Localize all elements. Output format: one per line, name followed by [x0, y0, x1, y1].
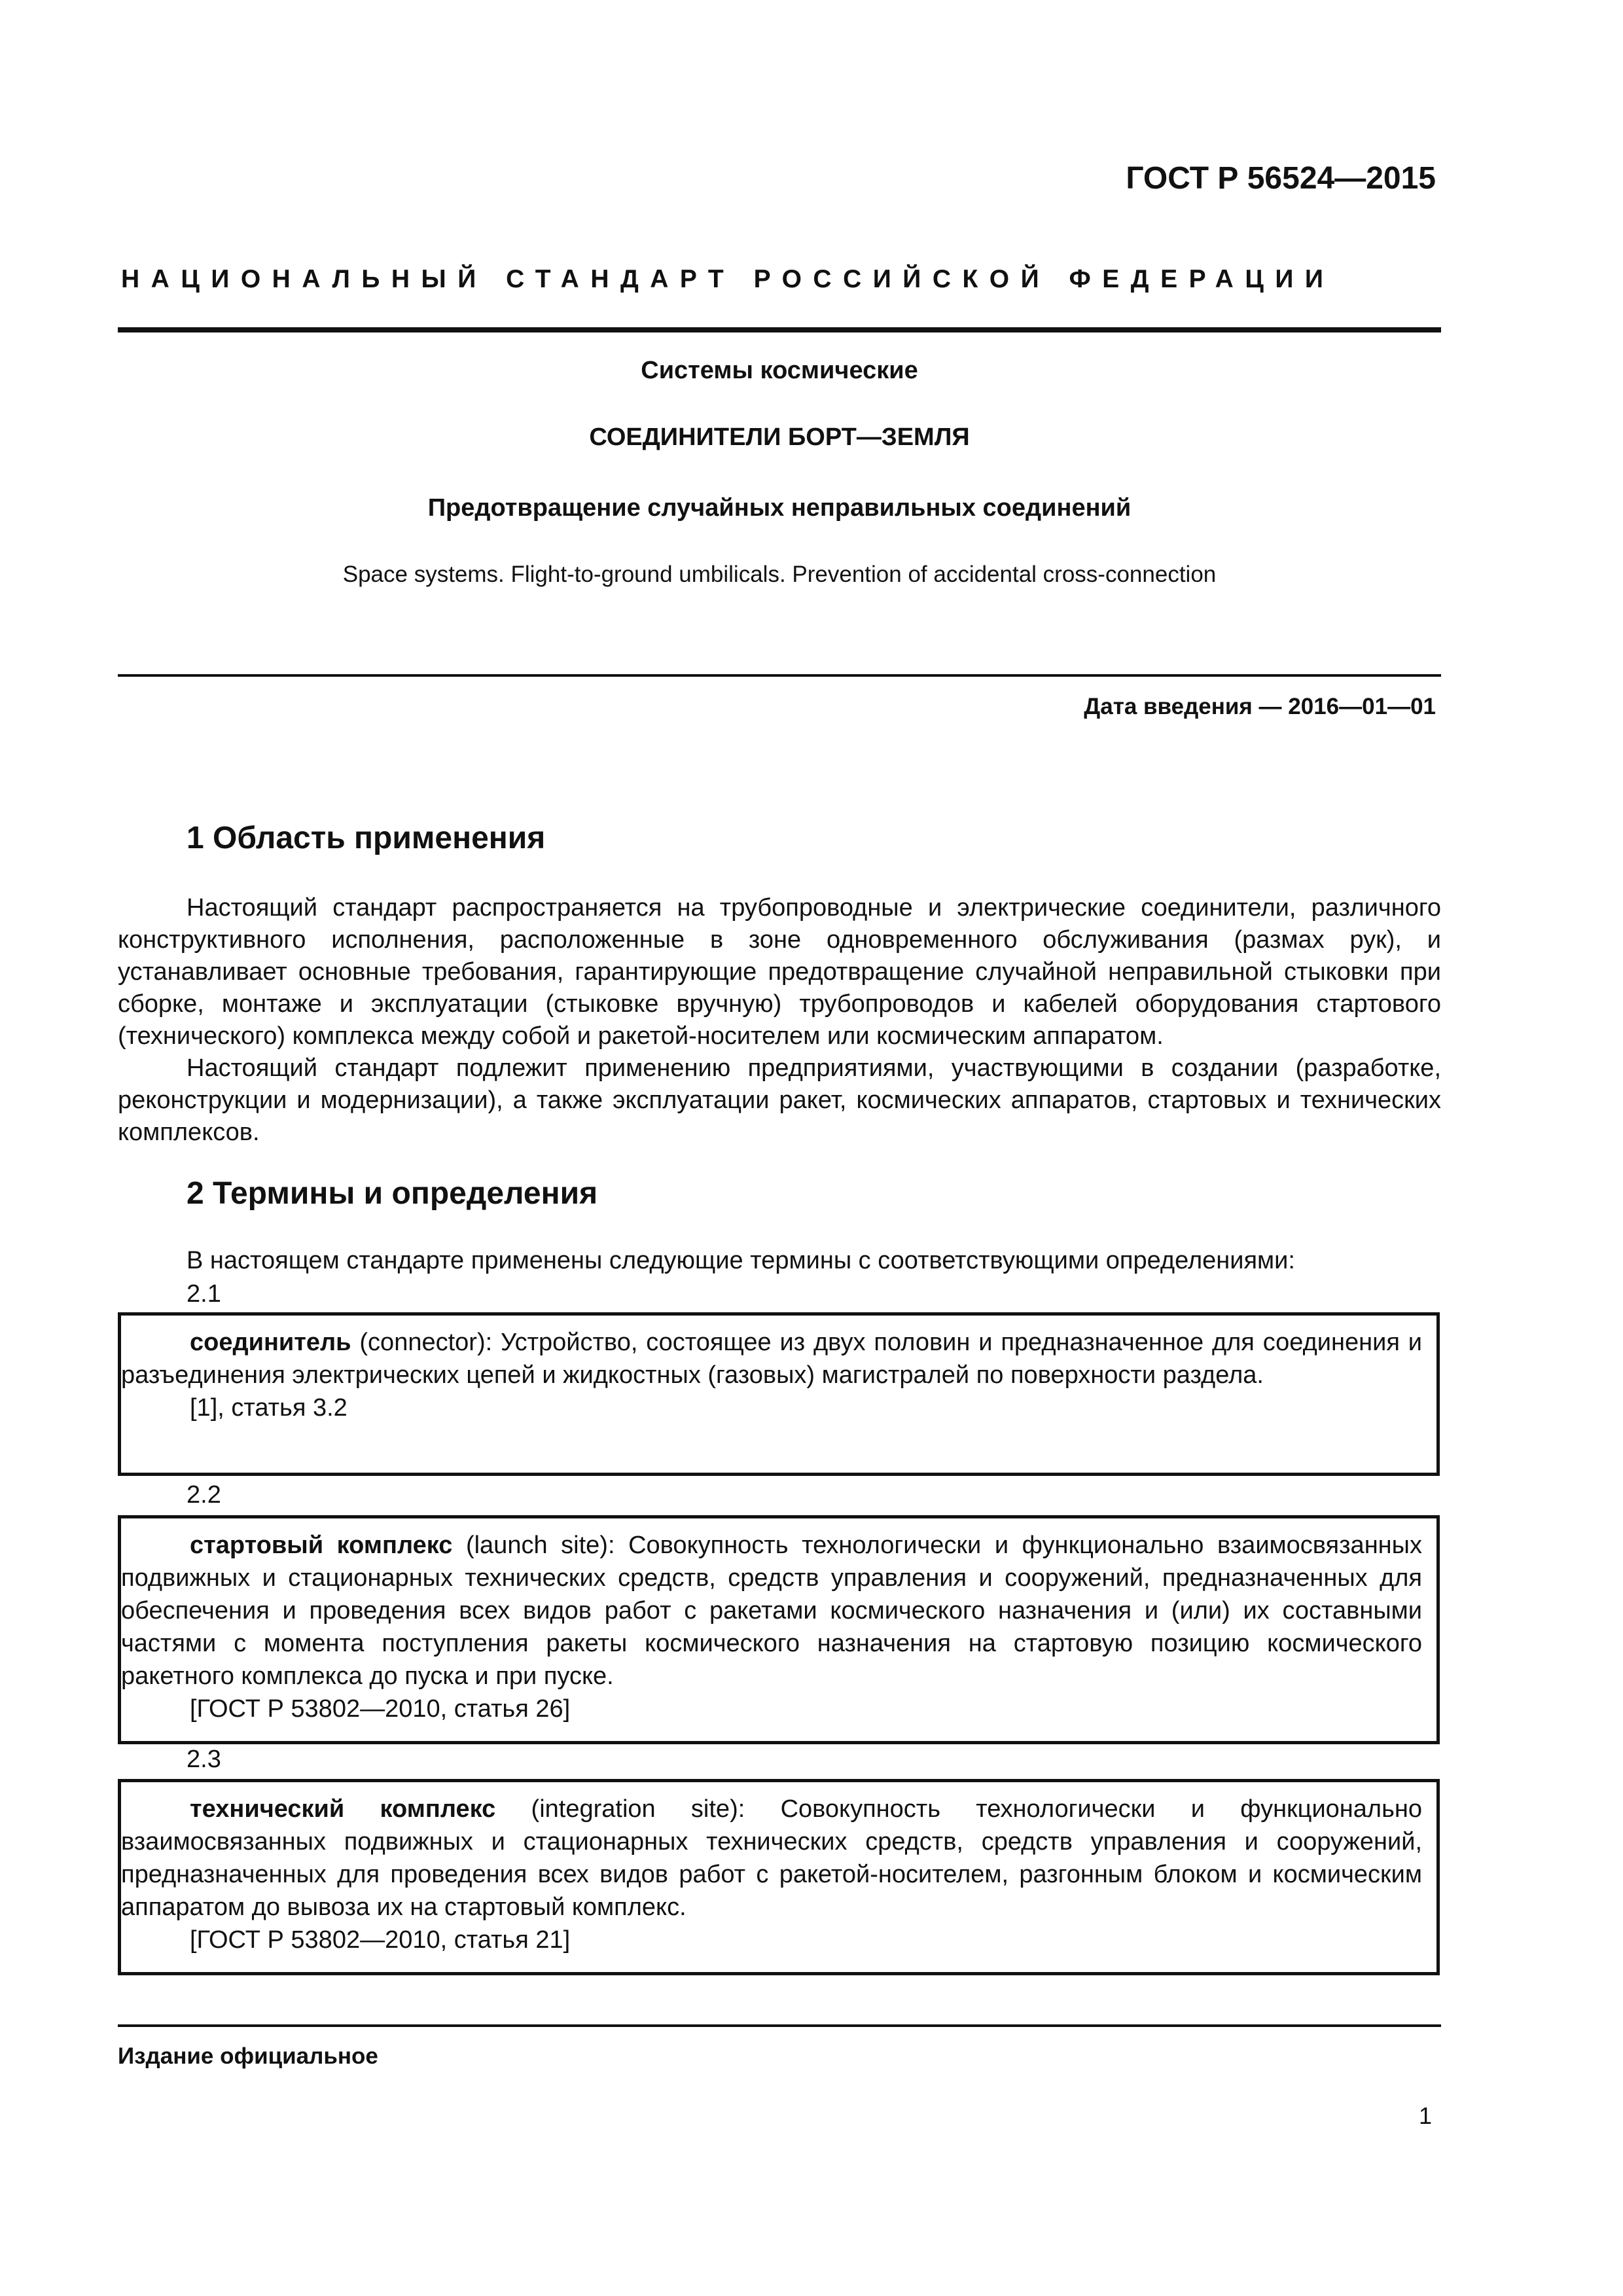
english-title: Space systems. Flight-to-ground umbilicals. Prevention of accidental cross-connection	[342, 562, 1217, 587]
term-box	[118, 1515, 1440, 1744]
term-source: [ГОСТ Р 53802—2010, статья 26]	[190, 1695, 571, 1723]
term-english: (connector):	[359, 1329, 493, 1356]
page-number: 1	[1418, 2102, 1432, 2129]
standard-title: НАЦИОНАЛЬНЫЙ СТАНДАРТ РОССИЙСКОЙ ФЕДЕРАЦИИ	[121, 265, 1335, 293]
introduction-date: Дата введения — 2016—01—01	[1084, 694, 1436, 719]
term-name: соединитель	[190, 1329, 351, 1356]
term-number: 2.1	[187, 1280, 221, 1308]
section-1-paragraph: Настоящий стандарт распространяется на трубопроводные и электрические соединители, различного конструктивного исполнения, расположенные в зоне одновременного обслуживания (размах рук), и устанавливает основные требования, гарантирующие предотвращение случайной неправильной стыковки при сборке, монтаже и эксплуатации (стыковке вручную) трубопроводов и кабелей оборудования стартового (технического) комплекса между собой и ракетой-носителем или космическим аппаратом.	[118, 894, 1441, 1050]
term-english: (integration site):	[531, 1795, 745, 1823]
term-definition-line	[121, 1326, 1422, 1391]
title-line-2: СОЕДИНИТЕЛИ БОРТ—ЗЕМЛЯ	[589, 423, 970, 451]
title-line-3: Предотвращение случайных неправильных соединений	[427, 494, 1132, 522]
term-number: 2.2	[187, 1481, 221, 1509]
title-line-1: Системы космические	[641, 357, 918, 384]
section-2-heading: 2 Термины и определения	[187, 1176, 598, 1211]
section-2-intro: В настоящем стандарте применены следующие термины с соответствующими определениями:	[187, 1247, 1295, 1274]
footer-divider	[118, 2024, 1441, 2027]
official-edition-label: Издание официальное	[118, 2043, 378, 2069]
term-definition-line	[121, 1793, 1422, 1924]
term-source: [1], статья 3.2	[190, 1394, 348, 1422]
term-box	[118, 1312, 1440, 1476]
title-divider	[118, 674, 1441, 677]
term-definition: Устройство, состоящее из двух половин и предназначенное для соединения и разъединения электрических цепей и жидкостных (газовых) магистралей по поверхности раздела.	[121, 1329, 1422, 1389]
term-definition: Совокупность технологически и функционально взаимосвязанных подвижных и стационарных технических средств, средств управления и сооружений, предназначенных для обеспечения и проведения всех видов работ с ракетами космического назначения и (или) их составными частями с момента поступления ракеты космического назначения на стартовую позицию космического ракетного комплекса до пуска и при пуске.	[121, 1532, 1422, 1690]
term-definition-line	[121, 1529, 1422, 1693]
term-source: [ГОСТ Р 53802—2010, статья 21]	[190, 1926, 571, 1954]
term-english: (launch site):	[465, 1532, 615, 1559]
document-number: ГОСТ Р 56524—2015	[1126, 161, 1436, 196]
term-name: стартовый комплекс	[190, 1532, 453, 1559]
section-1-heading: 1 Область применения	[187, 821, 546, 855]
section-1-body	[118, 892, 1441, 1149]
header-divider	[118, 327, 1441, 332]
section-1-paragraph: Настоящий стандарт подлежит применению предприятиями, участвующими в создании (разработке, реконструкции и модернизации), а также эксплуатации ракет, космических аппаратов, стартовых и технических комплексов.	[118, 1054, 1441, 1146]
term-definition: Совокупность технологически и функционально взаимосвязанных подвижных и стационарных технических средств, средств управления и сооружений, предназначенных для проведения всех видов работ с ракетой-носителем, разгонным блоком и космическим аппаратом до вывоза их на стартовый комплекс.	[121, 1795, 1423, 1921]
term-name: технический комплекс	[190, 1795, 496, 1823]
term-box	[118, 1779, 1440, 1975]
term-number: 2.3	[187, 1746, 221, 1773]
